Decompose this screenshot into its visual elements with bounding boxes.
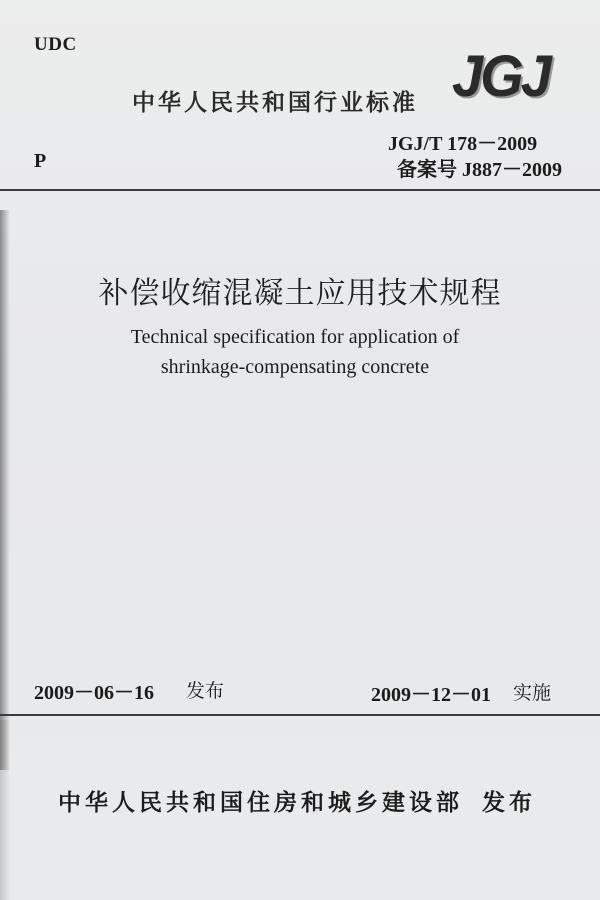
bottom-divider [0,714,600,716]
filing-number: 备案号 J887－2009 [397,159,562,181]
document-title-chinese: 补偿收缩混凝土应用技术规程 [98,276,502,311]
binding-shadow-lower [0,720,10,900]
implementation-date: 2009－12－01 [371,684,491,706]
industry-standard-heading: 中华人民共和国行业标准 [132,90,418,116]
classification-code: P [34,150,47,172]
document-title-english-line2: shrinkage-compensating concrete [160,356,430,378]
publisher-action: 发布 [482,790,536,816]
standard-number: JGJ/T 178－2009 [388,133,538,155]
document-title-english-line1: Technical specification for application of [130,326,460,348]
issue-label: 发布 [186,680,225,702]
publisher-name: 中华人民共和国住房和城乡建设部 [58,790,463,816]
udc-label: UDC [34,34,77,55]
implementation-label: 实施 [513,682,552,704]
top-divider [0,189,600,191]
issue-date: 2009－06－16 [34,682,154,704]
jgj-logo: JGJ [452,42,549,109]
